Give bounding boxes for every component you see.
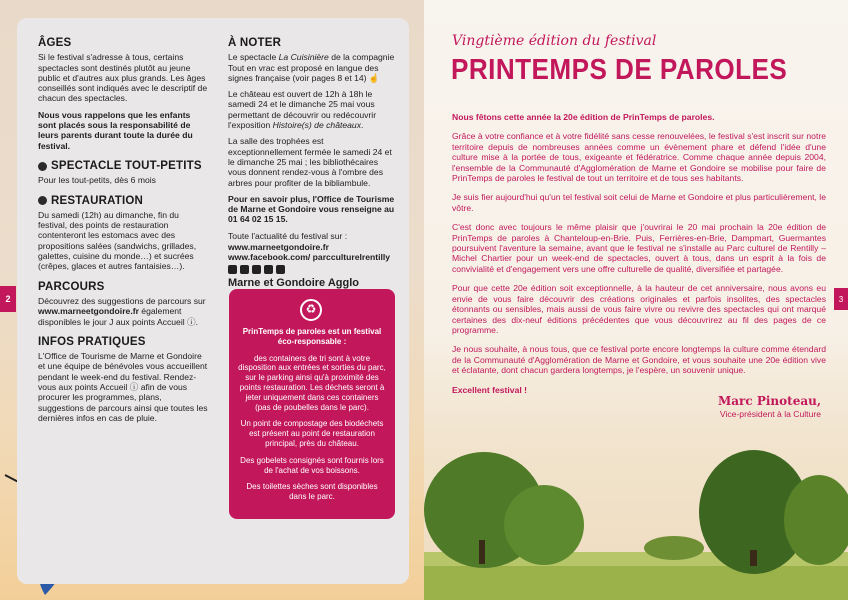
- noter-p4: Pour en savoir plus, l'Office de Tourisme de Marne et Gondoire vous renseigne au 01 64 02 15 15.: [228, 193, 395, 225]
- tout-petits-heading: SPECTACLE TOUT-PETITS: [38, 161, 208, 171]
- eco-responsible-box: [229, 289, 395, 519]
- tout-petits-text: Pour les tout-petits, dès 6 mois: [38, 175, 156, 186]
- noter-p5: Toute l'actualité du festival sur :: [228, 230, 348, 241]
- noter-heading: À NOTER: [228, 37, 282, 49]
- editorial-p3: C'est donc avec toujours le même plaisir que j'ouvrirai le 20 mai prochain la 20e édition de PrinTemps de paroles à Chanteloup-en-Brie. Puis, Ferrières-en-Brie, Dampmart, Guermantes poursuivent l'aventure la semaine, avant que le festival ne s'installe au Parc culturel de Rentilly – Michel Chartier pour un week-end de spectacles, ouvert à tous, dans un esprit à la fois de convivialité et d'engagement vers une offre culturelle de qualité, diversifiée et partagée.: [452, 222, 826, 274]
- noter-p1-italic: La Cuisinière: [278, 52, 329, 63]
- closing-line: Excellent festival !: [452, 384, 527, 395]
- parcours-text-a: Découvrez des suggestions de parcours sur: [38, 295, 206, 306]
- section-parcours: [38, 282, 208, 327]
- left-column-1: [38, 38, 208, 433]
- editorial-p2: Je suis fier aujourd'hui qu'un tel festival soit celui de Marne et Gondoire et plus particulièrement, le vôtre.: [452, 192, 826, 213]
- section-ages: [38, 38, 208, 151]
- infos-text: L'Office de Tourisme de Marne et Gondoire et une équipe de bénévoles vous accueillent pendant le week-end du festival. Rendez-vous aux points Accueil ⓘ afin de vous procurer les programmes, plans, suggestions de parcours ainsi que toutes les dernières infos en cas de pluie.: [38, 351, 208, 423]
- right-page: [424, 0, 848, 600]
- noter-p1a: Le spectacle: [228, 52, 279, 63]
- park-trees-illustration: [424, 440, 848, 600]
- eco-p5: Des toilettes sèches sont disponibles dans le parc.: [246, 482, 378, 502]
- restauration-text: Du samedi (12h) au dimanche, fin du festival, des points de restauration contenteront les estomacs avec des propositions salées (sandwichs, grillades, galettes, cuisine du monde…) et sucrées (crêpes, glaces et autres fantaisies…).: [38, 209, 197, 272]
- ages-text: Si le festival s'adresse à tous, certains spectacles sont destinés plutôt au jeune public et d'autres aux plus grands. Les âges conseillés sont indiqués avec le descriptif de chacun des spectacles.: [38, 52, 208, 104]
- noter-p2-italic: Histoire(s) de châteaux: [272, 120, 362, 131]
- noter-p2b: .: [361, 120, 364, 131]
- x-icon[interactable]: [264, 265, 273, 274]
- youtube-icon[interactable]: [276, 265, 285, 274]
- left-column-2: [228, 38, 396, 288]
- instagram-icon[interactable]: [240, 265, 249, 274]
- parcours-text: [38, 296, 208, 327]
- restauration-heading: RESTAURATION: [38, 196, 208, 206]
- noter-p1: [228, 52, 396, 83]
- page-number-right: 3: [834, 288, 848, 310]
- website-link[interactable]: www.marneetgondoire.fr: [228, 242, 329, 253]
- linkedin-icon[interactable]: [252, 265, 261, 274]
- edition-subtitle: Vingtième édition du festival: [452, 33, 657, 49]
- infos-heading: INFOS PRATIQUES: [38, 335, 146, 348]
- ages-heading: ÂGES: [38, 37, 72, 49]
- parcours-url-link[interactable]: www.marneetgondoire.fr: [38, 306, 139, 317]
- parcours-heading: PARCOURS: [38, 280, 105, 293]
- noter-p2: [228, 89, 396, 130]
- section-tout-petits: [38, 161, 208, 186]
- facebook-icon[interactable]: [228, 265, 237, 274]
- editorial-p4: Pour que cette 20e édition soit exceptionnelle, à la hauteur de cet anniversaire, nous avons eu envie de vous faire découvrir des créations originales et parfois insolites, des spectacles étonnants ou sensibles, mais aussi de vous faire vivre ou revivre des spectacles qui ont marqué certaines des dix-neuf éditions précédentes que vous découvrirez au fil des pages de ce programme.: [452, 283, 826, 335]
- eco-heading: PrinTemps de paroles est un festival éco-responsable :: [242, 327, 382, 346]
- section-restauration: [38, 196, 208, 272]
- facebook-link[interactable]: www.facebook.com/ parcculturelrentilly: [228, 252, 391, 263]
- editorial-p1: Grâce à votre confiance et à votre fidélité sans cesse renouvelées, le festival s'est inscrit sur notre territoire depuis de nombreuses années comme un évènement phare et défend l'idée d'une culture mise à la portée de tous, exigeante et fédératrice. Comme chaque année depuis 2004, l'ensemble de la Communauté d'Agglomération de Marne et Gondoire se mobilise pour faire de PrinTemps de paroles le festival de tout un territoire et de tous ses habitants.: [452, 131, 826, 184]
- signature-block: [718, 394, 821, 419]
- eco-p4: Des gobelets consignés sont fournis lors de l'achat de vos boissons.: [240, 455, 384, 475]
- parcours-text-b: également disponibles le jour J aux points Accueil ⓘ.: [38, 306, 199, 327]
- signature-role: Vice-président à la Culture: [719, 409, 821, 419]
- eco-p2: des containers de tri sont à votre disposition aux entrées et sorties du parc, sur le parking ainsi qu'à proximité des points restauration. Les déchets seront à jeter uniquement dans ces containers (pas de poubelles dans le parc).: [238, 353, 386, 412]
- brand-name: Marne et Gondoire Agglo: [228, 276, 359, 289]
- eco-p3: Un point de compostage des biodéchets est présent au point de restauration principal, près du château.: [240, 419, 384, 448]
- recycle-icon: ♻: [300, 299, 322, 321]
- signature-name: Marc Pinoteau,: [717, 394, 821, 408]
- ages-warning: Nous vous rappelons que les enfants sont placés sous la responsabilité de leurs parents durant toute la durée du festival.: [38, 109, 193, 151]
- intro-line: Nous fêtons cette année la 20e édition de PrinTemps de paroles.: [452, 112, 715, 122]
- section-infos: [38, 337, 208, 423]
- editorial-p5: Je nous souhaite, à nous tous, que ce festival porte encore longtemps la culture comme étendard de la Communauté d'Agglomération de Marne et Gondoire, et vous souhaite une 20e édition vive et éclatante, dont chacun gardera longtemps, je l'espère, un souvenir unique.: [452, 344, 826, 376]
- noter-p1b: de la compagnie Tout en vrac est proposé en langue des signes française (voir pages 8 et 14): [228, 52, 395, 83]
- social-icons: [228, 265, 396, 274]
- festival-title: PRINTEMPS DE PAROLES: [451, 54, 788, 86]
- noter-p2a: Le château est ouvert de 12h à 18h le samedi 24 et le dimanche 25 mai vous permettant de découvrir ou redécouvrir l'exposition: [228, 89, 377, 131]
- page-number-left: 2: [0, 286, 16, 312]
- sign-language-icon: ☝: [368, 72, 380, 83]
- editorial-text: [452, 112, 826, 404]
- noter-p3: La salle des trophées est exceptionnellement fermée le samedi 24 et le dimanche 25 mai ; les bibliothécaires vous donnent rendez-vous à l'ombre des arbres pour profiter de la bibliambule.: [228, 136, 392, 188]
